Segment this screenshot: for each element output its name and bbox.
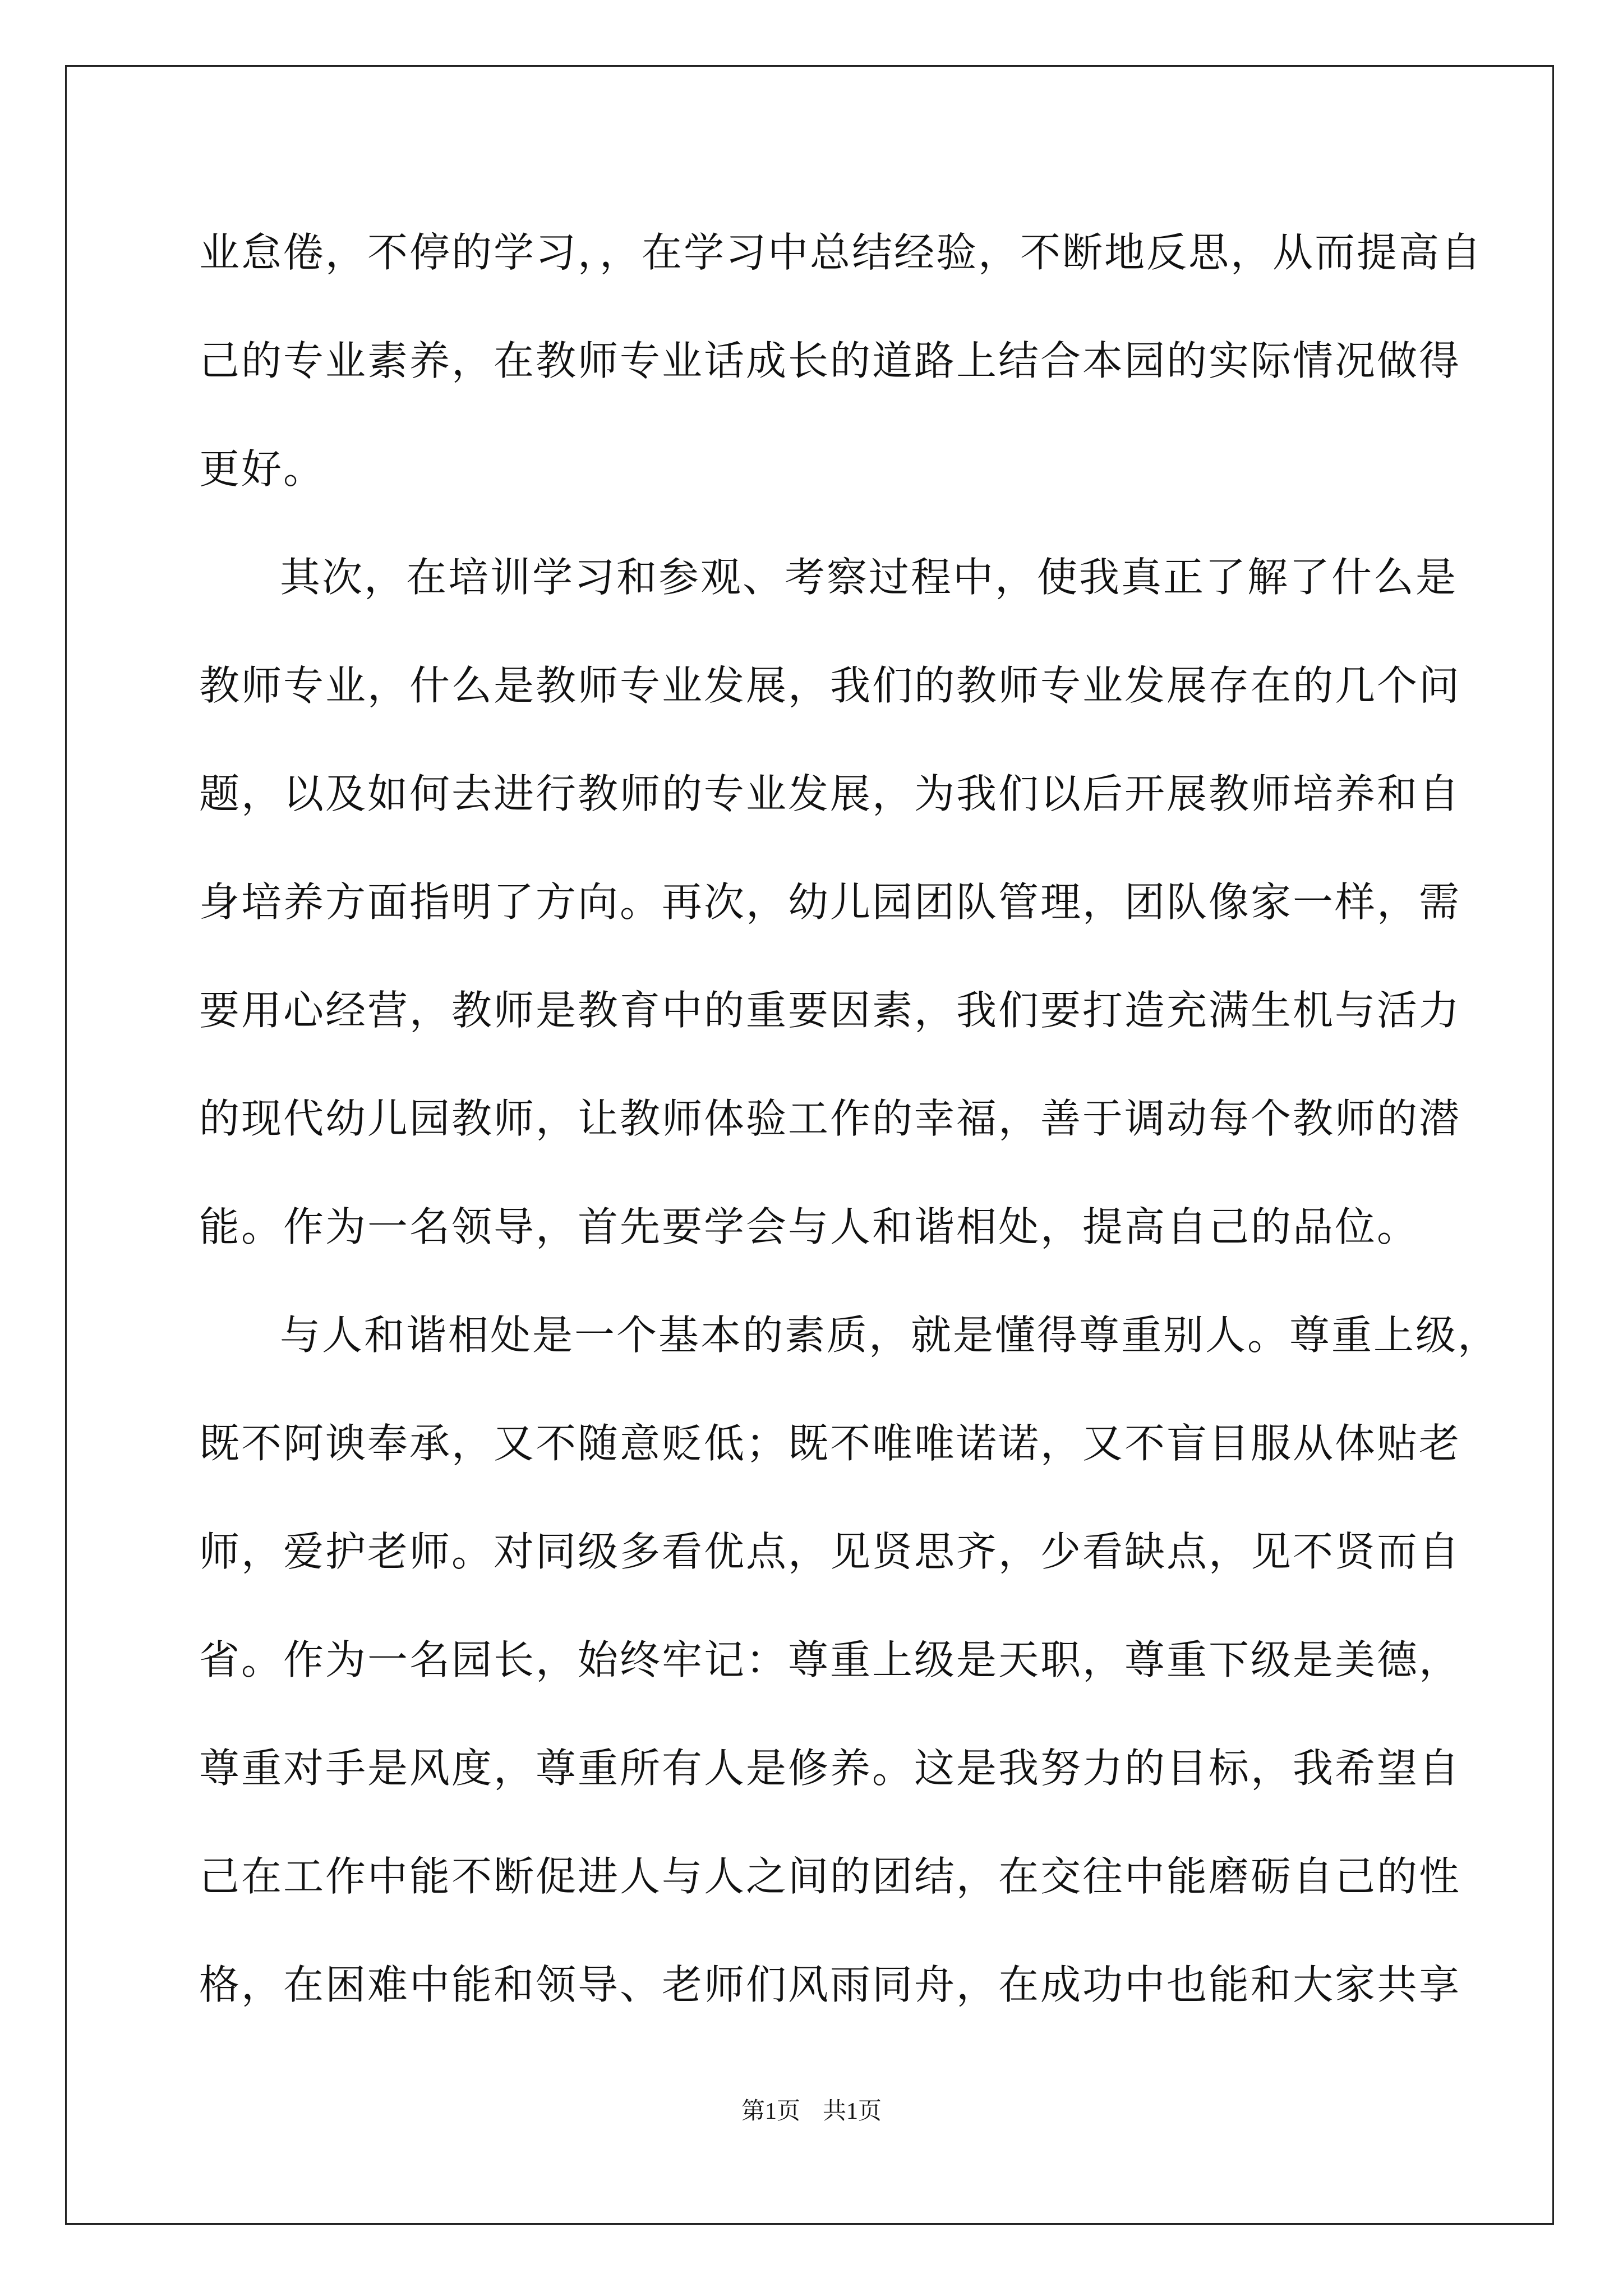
text-line: 省。作为一名园长，始终牢记：尊重上级是天职，尊重下级是美德， xyxy=(199,1636,1461,1683)
text-line: 己在工作中能不断促进人与人之间的团结，在交往中能磨砺自己的性 xyxy=(199,1853,1461,1900)
text-line: 能。作为一名领导，首先要学会与人和谐相处，提高自己的品位。 xyxy=(199,1203,1419,1250)
text-line: 更好。 xyxy=(199,445,326,493)
text-line: 师，爱护老师。对同级多看优点，见贤思齐，少看缺点，见不贤而自 xyxy=(199,1528,1461,1575)
text-line: 既不阿谀奉承，又不随意贬低；既不唯唯诺诺，又不盲目服从体贴老 xyxy=(199,1420,1461,1467)
page-footer xyxy=(0,2092,1623,2126)
text-line: 格，在困难中能和领导、老师们风雨同舟，在成功中也能和大家共享 xyxy=(199,1961,1461,2008)
text-line: 尊重对手是风度，尊重所有人是修养。这是我努力的目标，我希望自 xyxy=(199,1745,1461,1792)
text-line: 与人和谐相处是一个基本的素质，就是懂得尊重别人。尊重上级， xyxy=(280,1312,1500,1359)
page-number: 第1页 xyxy=(741,2099,800,2124)
text-line: 己的专业素养，在教师专业话成长的道路上结合本园的实际情况做得 xyxy=(199,337,1461,384)
document-body xyxy=(199,210,1500,2051)
text-line: 身培养方面指明了方向。再次，幼儿园团队管理，团队像家一样，需 xyxy=(199,878,1461,926)
text-line: 要用心经营，教师是教育中的重要因素，我们要打造充满生机与活力 xyxy=(199,987,1461,1034)
text-line: 其次，在培训学习和参观、考察过程中，使我真正了解了什么是 xyxy=(280,554,1458,601)
page-total: 共1页 xyxy=(823,2099,882,2124)
text-line: 业怠倦，不停的学习，，在学习中总结经验，不断地反思，从而提高自 xyxy=(199,229,1483,276)
text-line: 题，以及如何去进行教师的专业发展，为我们以后开展教师培养和自 xyxy=(199,770,1461,817)
text-line: 教师专业，什么是教师专业发展，我们的教师专业发展存在的几个问 xyxy=(199,662,1461,709)
text-line: 的现代幼儿园教师，让教师体验工作的幸福，善于调动每个教师的潜 xyxy=(199,1095,1461,1142)
